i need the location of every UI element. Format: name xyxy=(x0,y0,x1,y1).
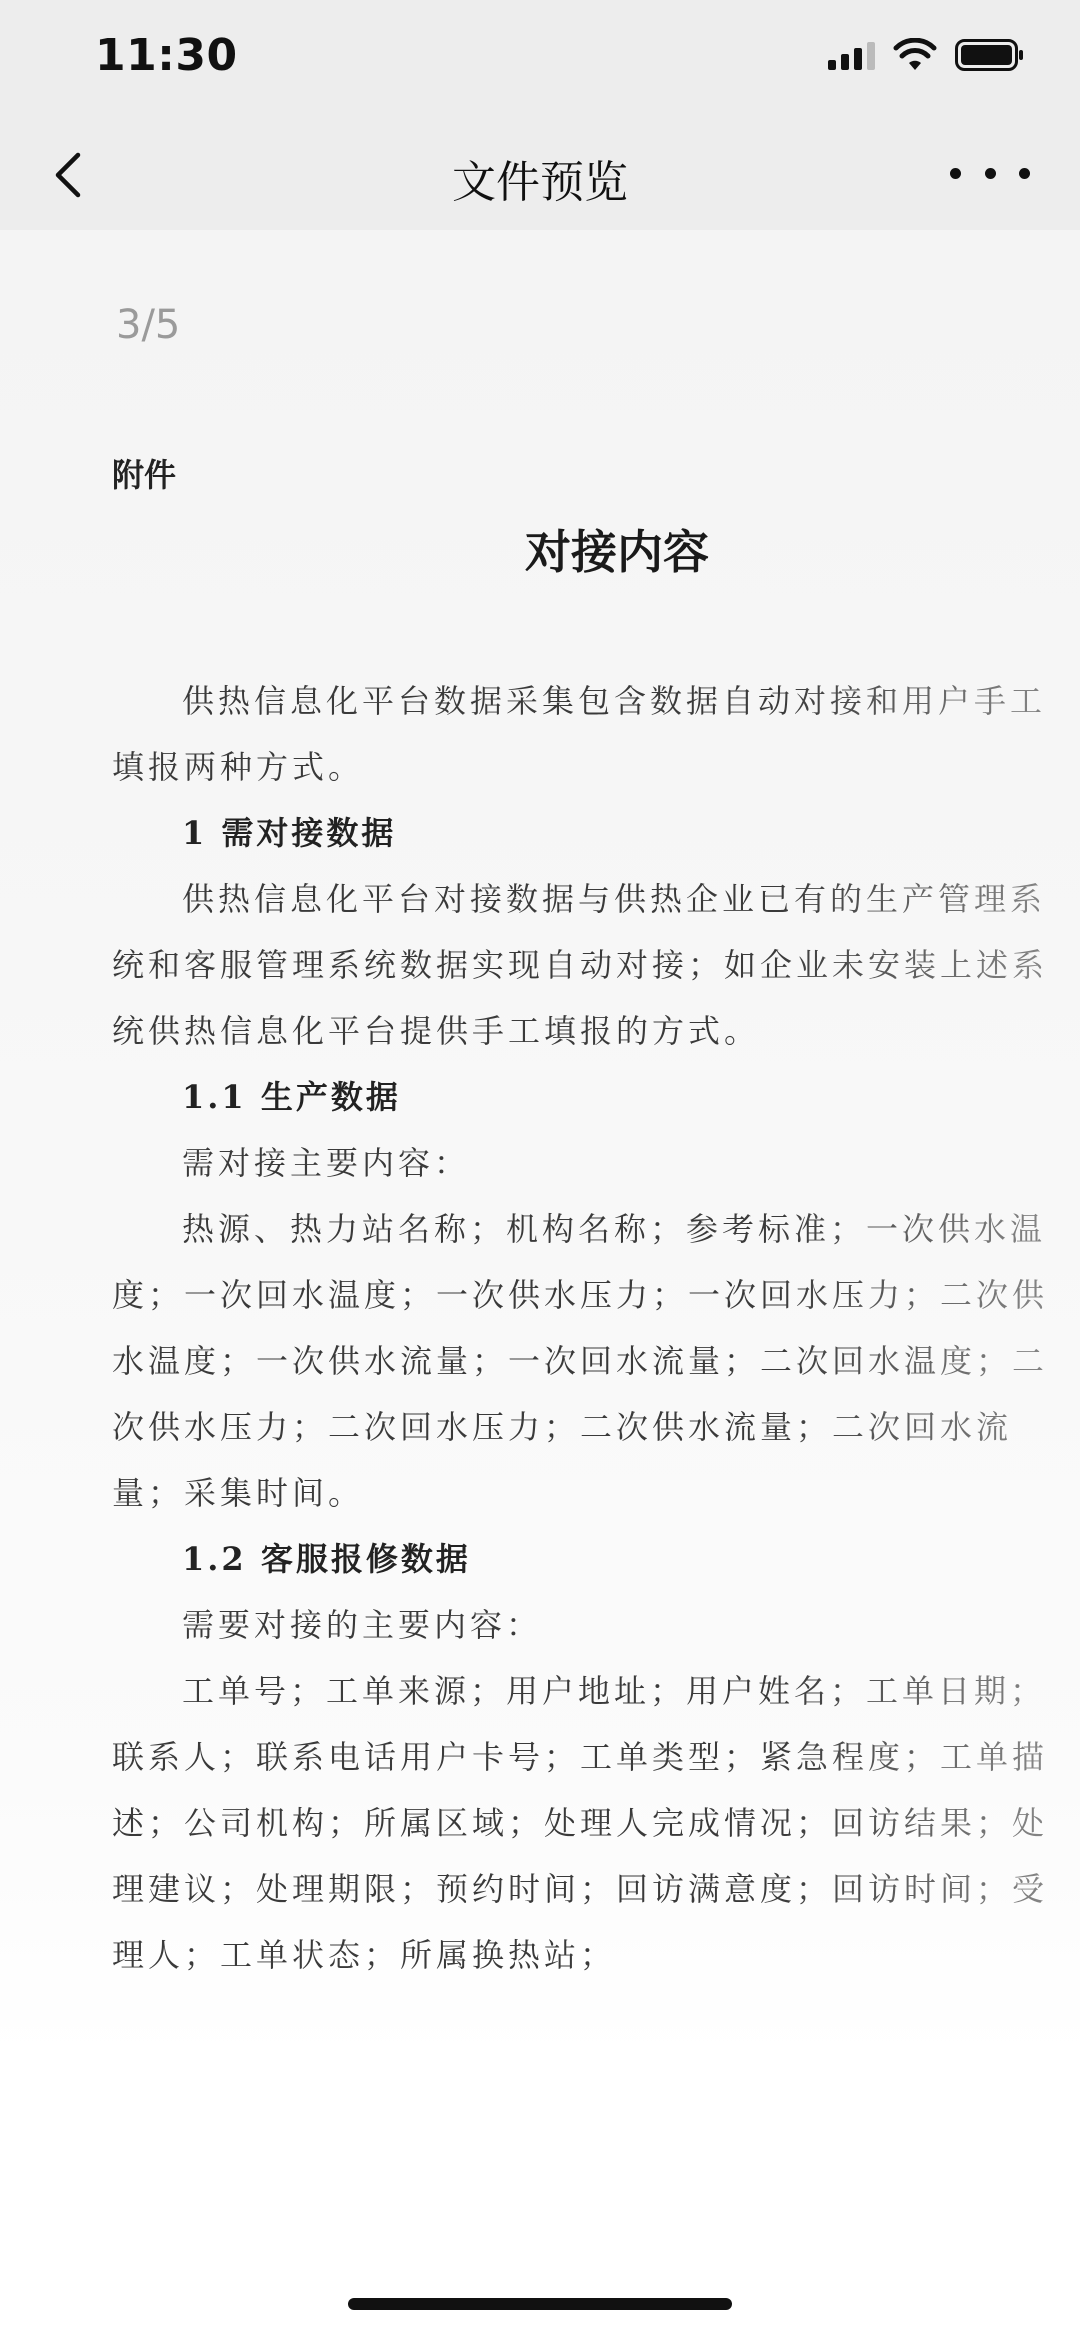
section-paragraph: 热源、热力站名称；机构名称；参考标准；一次供水温度；一次回水温度；一次供水压力；一次回水压力；二次供水温度；一次供水流量；一次回水流量；二次回水温度；二次供水压力；二次回水压力；二次供水流量；二次回水流量；采集时间。 xyxy=(112,1196,1062,1526)
section-heading: 1.2 客服报修数据 xyxy=(182,1540,471,1578)
page-title: 文件预览 xyxy=(452,157,628,208)
section-paragraph: 需要对接的主要内容： xyxy=(182,1606,543,1644)
document-content xyxy=(112,450,1062,1988)
section-heading: 1.1 生产数据 xyxy=(182,1078,401,1116)
home-indicator[interactable] xyxy=(348,2298,732,2310)
document-preview[interactable] xyxy=(0,230,1080,2337)
more-dot xyxy=(950,168,961,179)
status-bar xyxy=(0,0,1080,120)
nav-bar xyxy=(0,120,1080,230)
section-paragraph: 需对接主要内容： xyxy=(182,1144,471,1182)
intro-paragraph: 供热信息化平台数据采集包含数据自动对接和用户手工填报两种方式。 xyxy=(112,668,1062,800)
status-time: 11:30 xyxy=(95,30,238,81)
document-title: 对接内容 xyxy=(525,525,709,579)
more-dot xyxy=(1019,168,1030,179)
page-indicator: 3/5 xyxy=(116,302,181,348)
section-heading: 1 需对接数据 xyxy=(182,814,397,852)
wifi-icon xyxy=(893,38,937,72)
attachment-label: 附件 xyxy=(112,456,177,494)
more-dot xyxy=(985,168,996,179)
section-paragraph: 工单号；工单来源；用户地址；用户姓名；工单日期；联系人；联系电话用户卡号；工单类型；紧急程度；工单描述；公司机构；所属区域；处理人完成情况；回访结果；处理建议；处理期限；预约时间；回访满意度；回访时间；受理人；工单状态；所属换热站； xyxy=(112,1658,1062,1988)
cellular-signal-icon xyxy=(828,40,875,70)
more-button[interactable] xyxy=(950,148,1030,198)
section-paragraph: 供热信息化平台对接数据与供热企业已有的生产管理系统和客服管理系统数据实现自动对接；如企业未安装上述系统供热信息化平台提供手工填报的方式。 xyxy=(112,866,1062,1064)
battery-icon xyxy=(955,38,1025,72)
status-icons xyxy=(828,38,1025,72)
